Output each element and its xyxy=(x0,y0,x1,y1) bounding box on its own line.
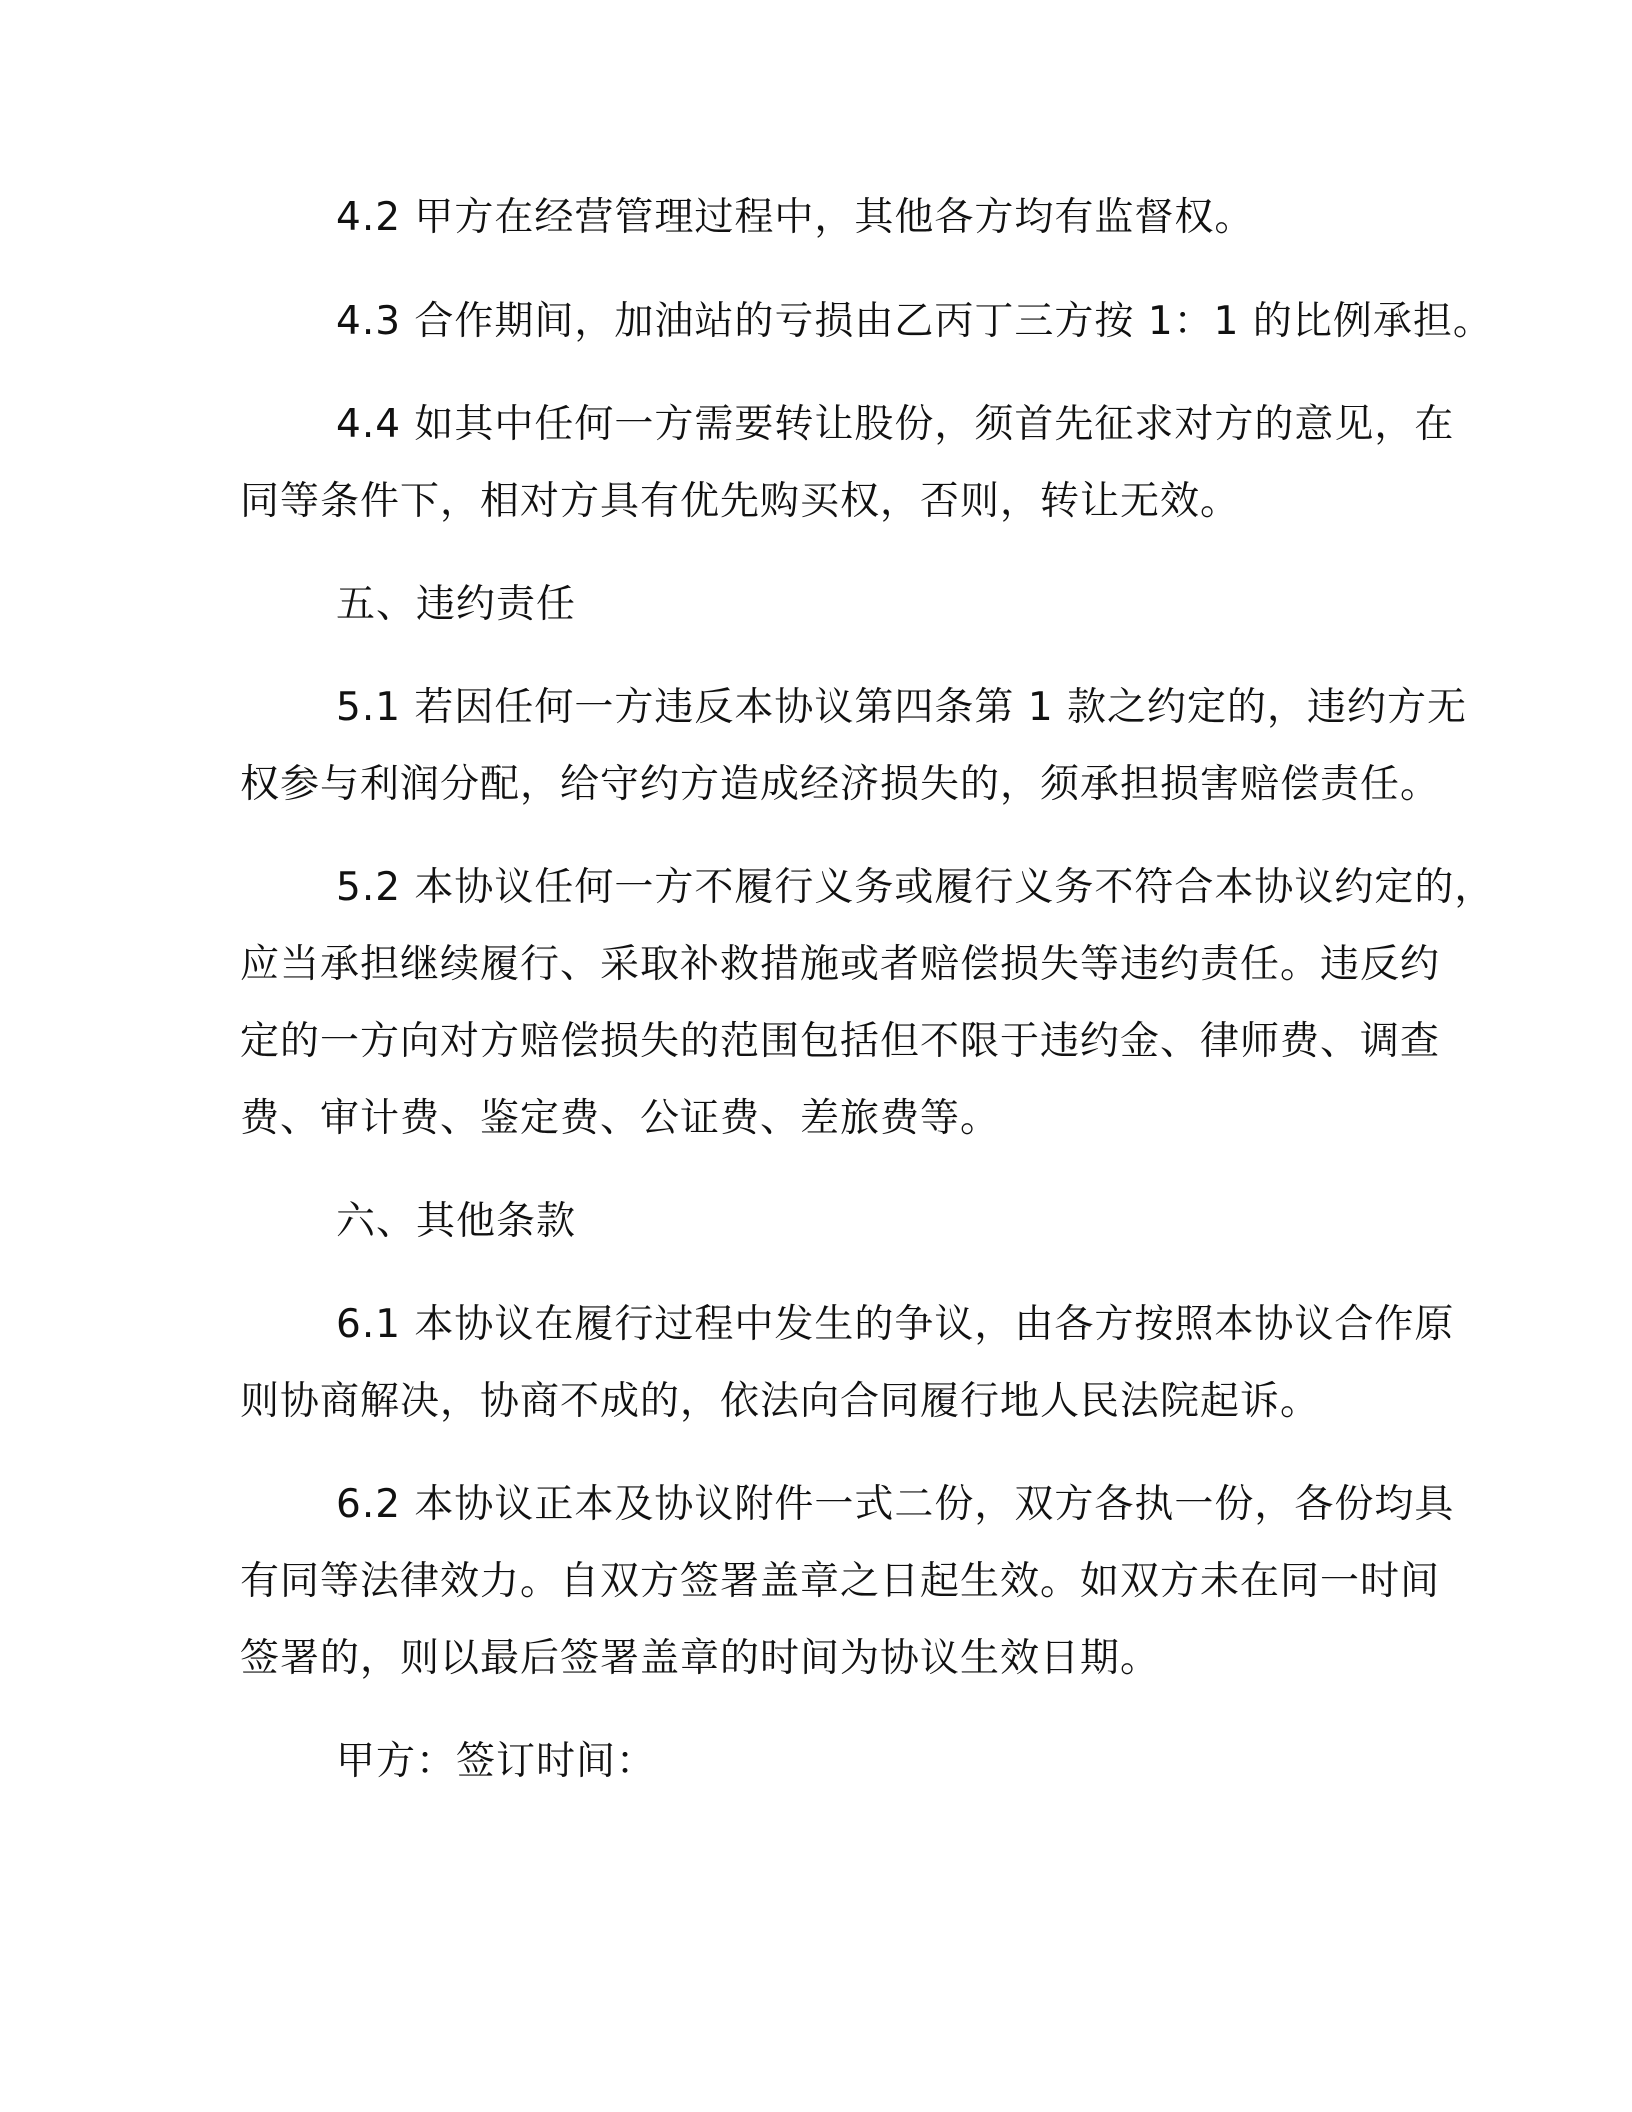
text-line: 6.2 本协议正本及协议附件一式二份，双方各执一份，各份均具 xyxy=(336,1482,1455,1527)
text-line: 五、违约责任 xyxy=(336,582,577,627)
clause-6-2 xyxy=(240,1466,1455,1697)
text-line: 4.3 合作期间，加油站的亏损由乙丙丁三方按 1：1 的比例承担。 xyxy=(336,299,1493,344)
text-line: 5.2 本协议任何一方不履行义务或履行义务不符合本协议约定的， xyxy=(336,865,1495,910)
text-line: 5.1 若因任何一方违反本协议第四条第 1 款之约定的，违约方无 xyxy=(336,685,1468,730)
text-line: 六、其他条款 xyxy=(336,1199,577,1244)
text-line: 甲方：签订时间： xyxy=(336,1739,657,1784)
clause-5-2 xyxy=(240,849,1495,1157)
text-line: 有同等法律效力。自双方签署盖章之日起生效。如双方未在同一时间 xyxy=(240,1559,1441,1604)
signature-line xyxy=(240,1723,1400,1800)
text-line: 费、审计费、鉴定费、公证费、差旅费等。 xyxy=(240,1096,1001,1141)
clause-6-1 xyxy=(240,1286,1455,1440)
section-heading-6 xyxy=(240,1183,1400,1260)
text-line: 同等条件下，相对方具有优先购买权，否则，转让无效。 xyxy=(240,479,1241,524)
text-line: 6.1 本协议在履行过程中发生的争议，由各方按照本协议合作原 xyxy=(336,1302,1455,1347)
clause-4-4 xyxy=(240,386,1455,540)
clause-4-2 xyxy=(240,179,1400,256)
section-heading-5 xyxy=(240,566,1400,643)
text-line: 4.4 如其中任何一方需要转让股份，须首先征求对方的意见，在 xyxy=(336,402,1455,447)
text-line: 应当承担继续履行、采取补救措施或者赔偿损失等违约责任。违反约 xyxy=(240,942,1441,987)
text-line: 权参与利润分配，给守约方造成经济损失的，须承担损害赔偿责任。 xyxy=(240,762,1441,807)
text-line: 4.2 甲方在经营管理过程中，其他各方均有监督权。 xyxy=(336,195,1255,240)
text-line: 签署的，则以最后签署盖章的时间为协议生效日期。 xyxy=(240,1636,1161,1681)
text-line: 则协商解决，协商不成的，依法向合同履行地人民法院起诉。 xyxy=(240,1379,1321,1424)
text-line: 定的一方向对方赔偿损失的范围包括但不限于违约金、律师费、调查 xyxy=(240,1019,1441,1064)
clause-5-1 xyxy=(240,669,1468,823)
clause-4-3 xyxy=(240,283,1493,360)
